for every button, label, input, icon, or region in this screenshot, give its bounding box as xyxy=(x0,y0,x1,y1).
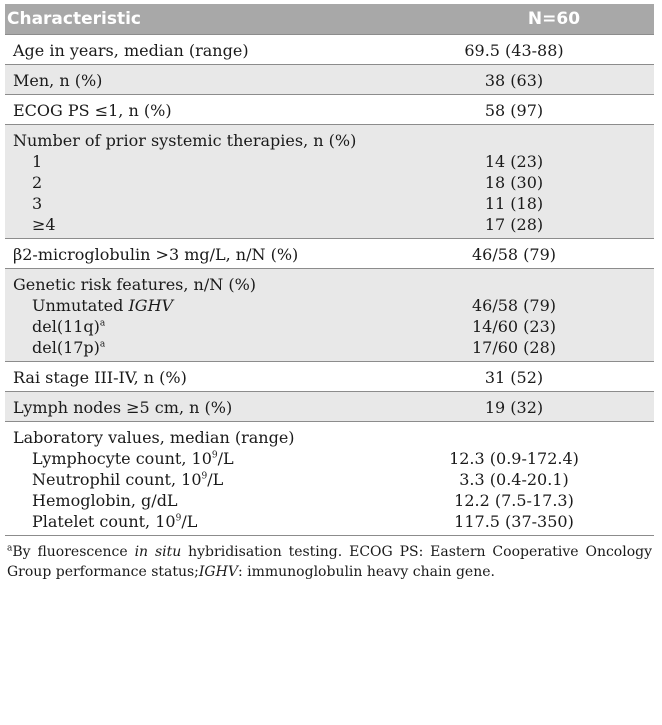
row-group xyxy=(5,391,654,421)
footnote xyxy=(5,535,654,582)
row-label xyxy=(5,244,374,265)
row-label-suffix: /L xyxy=(207,470,224,489)
table-row xyxy=(5,100,654,121)
row-label-text: Genetic risk features, n/N (%) xyxy=(13,275,257,294)
table-row xyxy=(5,490,654,511)
row-group xyxy=(5,34,654,64)
row-group xyxy=(5,421,654,535)
row-label-text: Laboratory values, median (range) xyxy=(13,428,295,447)
row-group xyxy=(5,124,654,238)
row-label-text: β2-microglobulin >3 mg/L, n/N (%) xyxy=(13,245,299,264)
table-row xyxy=(5,151,654,172)
row-value: 14/60 (23) xyxy=(471,317,557,336)
row-label xyxy=(5,40,374,61)
row-label-text: ≥4 xyxy=(32,215,56,234)
footnote-italic-1: in situ xyxy=(134,544,182,560)
row-value xyxy=(374,130,654,151)
table-row xyxy=(5,367,654,388)
row-label-text: Rai stage III-IV, n (%) xyxy=(13,368,187,387)
row-label-text: Lymphocyte count, 10 xyxy=(32,449,212,468)
row-value: 117.5 (37-350) xyxy=(454,512,574,531)
row-label xyxy=(5,70,374,91)
footnote-marker: a xyxy=(7,543,13,554)
table-row xyxy=(5,295,654,316)
characteristics-table xyxy=(5,4,654,582)
row-label-text: Lymph nodes ≥5 cm, n (%) xyxy=(13,398,233,417)
row-label-suffix: /L xyxy=(181,512,198,531)
row-label-text: Age in years, median (range) xyxy=(13,41,249,60)
row-value: 46/58 (79) xyxy=(471,296,557,315)
row-label-italic: IGHV xyxy=(128,296,174,315)
row-label xyxy=(5,427,374,448)
footnote-italic-2: IGHV xyxy=(198,564,238,580)
table-row xyxy=(5,130,654,151)
table-row xyxy=(5,511,654,532)
table-row xyxy=(5,244,654,265)
table-row xyxy=(5,40,654,61)
row-value: 11 (18) xyxy=(484,194,544,213)
row-group xyxy=(5,361,654,391)
row-label-sup: a xyxy=(99,339,106,350)
table-row xyxy=(5,448,654,469)
row-label xyxy=(5,490,374,511)
row-label-text: ECOG PS ≤1, n (%) xyxy=(13,101,172,120)
table-row xyxy=(5,397,654,418)
row-label-text: Hemoglobin, g/dL xyxy=(32,491,178,510)
row-label xyxy=(5,100,374,121)
footnote-text-3: : immunoglobulin heavy chain gene. xyxy=(237,564,495,580)
row-label xyxy=(5,367,374,388)
header-characteristic: Characteristic xyxy=(7,9,141,29)
row-label xyxy=(5,448,374,469)
row-value: 17 (28) xyxy=(484,215,544,234)
row-group xyxy=(5,94,654,124)
row-value: 12.3 (0.9-172.4) xyxy=(449,449,579,468)
row-value xyxy=(374,274,654,295)
row-group xyxy=(5,64,654,94)
table-header xyxy=(5,4,654,34)
row-label-text: 3 xyxy=(32,194,43,213)
row-value: 14 (23) xyxy=(484,152,544,171)
row-label xyxy=(5,274,374,295)
row-value: 3.3 (0.4-20.1) xyxy=(459,470,569,489)
row-label xyxy=(5,469,374,490)
row-label-text: Men, n (%) xyxy=(13,71,103,90)
table-body xyxy=(5,34,654,535)
table-row xyxy=(5,193,654,214)
row-label xyxy=(5,397,374,418)
row-label xyxy=(5,214,374,235)
footnote-text-1: By fluorescence xyxy=(12,544,135,560)
row-label-text: 1 xyxy=(32,152,43,171)
row-group xyxy=(5,268,654,361)
row-value: 58 (97) xyxy=(484,101,544,120)
row-value: 12.2 (7.5-17.3) xyxy=(454,491,574,510)
row-label xyxy=(5,193,374,214)
row-value xyxy=(374,427,654,448)
row-label xyxy=(5,151,374,172)
table-row xyxy=(5,427,654,448)
table-row xyxy=(5,274,654,295)
row-label-text: Neutrophil count, 10 xyxy=(32,470,202,489)
row-label-text: Unmutated xyxy=(32,296,124,315)
table-row xyxy=(5,172,654,193)
row-label xyxy=(5,337,374,358)
table-row xyxy=(5,70,654,91)
table-row xyxy=(5,316,654,337)
row-label-text: del(11q) xyxy=(32,317,100,336)
row-label-sup: a xyxy=(99,318,106,329)
row-label xyxy=(5,295,374,316)
row-label-sup: 9 xyxy=(201,471,208,482)
header-n: N=60 xyxy=(527,9,581,29)
row-value: 19 (32) xyxy=(484,398,544,417)
row-group xyxy=(5,238,654,268)
row-label xyxy=(5,511,374,532)
row-label-sup: 9 xyxy=(175,513,182,524)
row-label xyxy=(5,130,374,151)
row-label xyxy=(5,316,374,337)
row-value: 31 (52) xyxy=(484,368,544,387)
row-label-suffix: /L xyxy=(217,449,234,468)
table-row xyxy=(5,214,654,235)
row-value: 38 (63) xyxy=(484,71,544,90)
row-value: 17/60 (28) xyxy=(471,338,557,357)
row-value: 46/58 (79) xyxy=(471,245,557,264)
row-label-text: 2 xyxy=(32,173,43,192)
row-label-sup: 9 xyxy=(211,450,218,461)
row-value: 69.5 (43-88) xyxy=(464,41,564,60)
row-label xyxy=(5,172,374,193)
table-row xyxy=(5,469,654,490)
row-value: 18 (30) xyxy=(484,173,544,192)
table-row xyxy=(5,337,654,358)
row-label-text: del(17p) xyxy=(32,338,100,357)
row-label-text: Platelet count, 10 xyxy=(32,512,176,531)
row-label-text: Number of prior systemic therapies, n (%) xyxy=(13,131,357,150)
footnote-text-2: hybridisation testing. ECOG PS: Eastern Cooperative Oncology Group performance status; xyxy=(7,544,653,580)
